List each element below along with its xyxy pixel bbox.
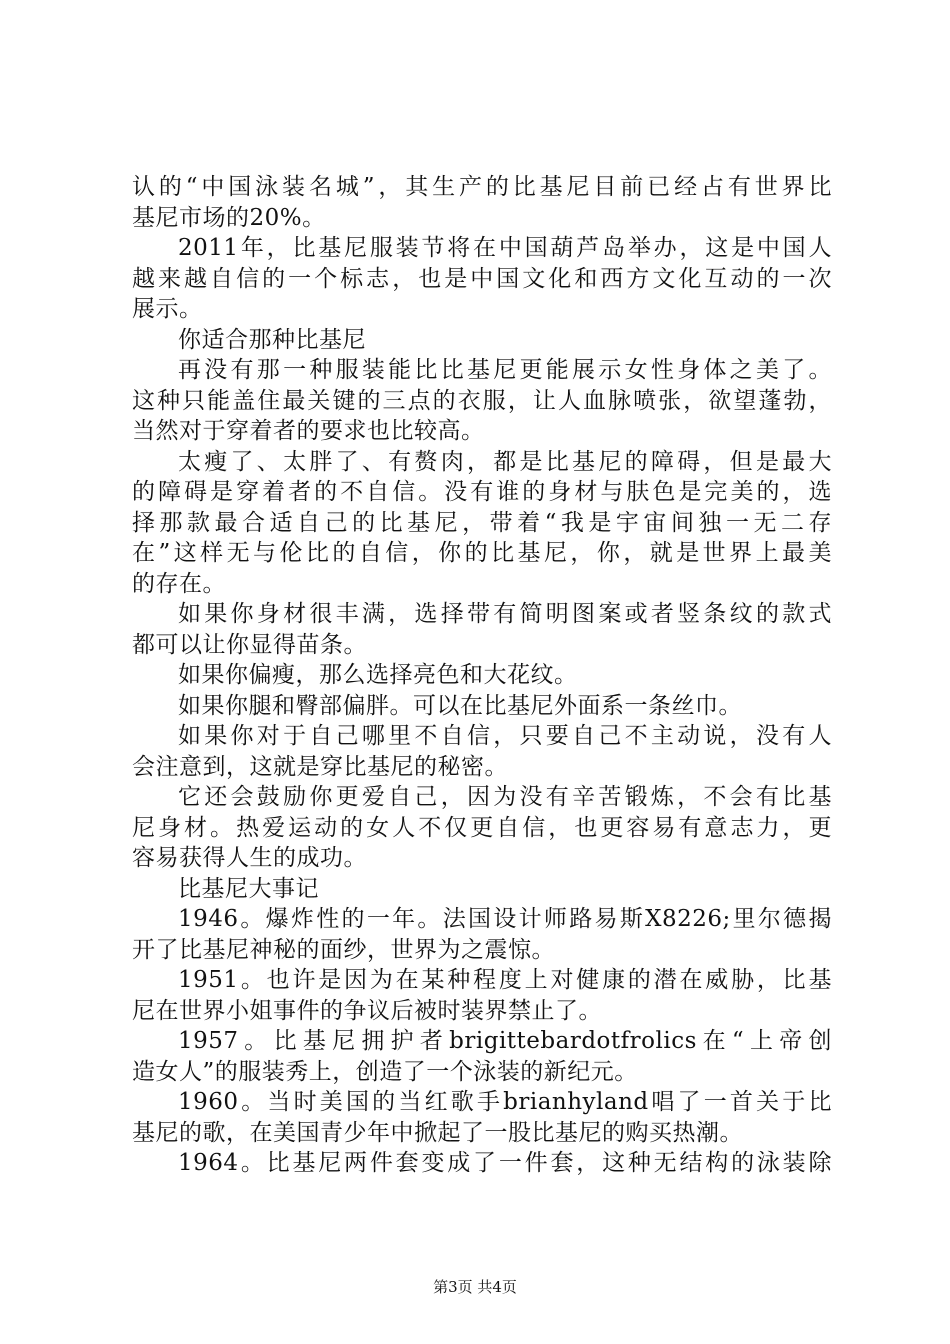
text-line: 1951。也许是因为在某种程度上对健康的潜在威胁，比基 (178, 967, 832, 993)
text-line: 择那款最合适自己的比基尼，带着“我是宇宙间独一无二存 (132, 509, 832, 536)
text-line: 如果你身材很丰满，选择带有简明图案或者竖条纹的款式 (178, 601, 832, 627)
text-line: 会注意到，这就是穿比基尼的秘密。 (132, 753, 508, 780)
text-line: 的障碍是穿着者的不自信。没有谁的身材与肤色是完美的，选 (132, 479, 832, 505)
text-line: 1960。当时美国的当红歌手brianhyland唱了一首关于比 (178, 1089, 832, 1115)
text-line: 2011年，比基尼服装节将在中国葫芦岛举办，这是中国人 (178, 235, 832, 261)
text-line: 越来越自信的一个标志，也是中国文化和西方文化互动的一次 (132, 265, 832, 292)
text-line: 基尼的歌，在美国青少年中掀起了一股比基尼的购买热潮。 (132, 1119, 743, 1146)
page-number-footer: 第3页 共4页 (433, 1278, 517, 1296)
text-line: 基尼市场的20%。 (132, 204, 326, 231)
text-line: 1946。爆炸性的一年。法国设计师路易斯X8226;里尔德揭 (178, 906, 832, 932)
document-body (132, 172, 832, 1179)
text-line: 比基尼大事记 (178, 875, 319, 902)
text-line: 开了比基尼神秘的面纱，世界为之震惊。 (132, 936, 555, 963)
text-line: 1964。比基尼两件套变成了一件套，这种无结构的泳装除 (178, 1150, 832, 1176)
text-line: 在”这样无与伦比的自信，你的比基尼，你，就是世界上最美 (132, 540, 832, 566)
text-line: 都可以让你显得苗条。 (132, 631, 367, 658)
text-line: 如果你偏瘦，那么选择亮色和大花纹。 (178, 662, 578, 688)
text-line: 展示。 (132, 296, 203, 322)
text-line: 认的“中国泳装名城”，其生产的比基尼目前已经占有世界比 (132, 174, 832, 200)
text-line: 这种只能盖住最关键的三点的衣服，让人血脉喷张，欲望蓬勃， (132, 387, 832, 414)
text-line: 尼在世界小姐事件的争议后被时装界禁止了。 (132, 997, 602, 1024)
text-line: 再没有那一种服装能比比基尼更能展示女性身体之美了。 (178, 357, 832, 383)
text-line: 的存在。 (132, 570, 226, 597)
text-line: 如果你对于自己哪里不自信，只要自己不主动说，没有人 (178, 723, 832, 749)
text-line: 1957。比基尼拥护者brigittebardotfrolics在“上帝创 (178, 1028, 832, 1054)
text-line: 如果你腿和臀部偏胖。可以在比基尼外面系一条丝巾。 (178, 692, 742, 719)
text-line: 造女人”的服装秀上，创造了一个泳装的新纪元。 (132, 1058, 638, 1085)
text-line: 太瘦了、太胖了、有赘肉，都是比基尼的障碍，但是最大 (178, 448, 832, 475)
text-line: 当然对于穿着者的要求也比较高。 (132, 418, 485, 444)
text-line: 容易获得人生的成功。 (132, 845, 367, 871)
text-line: 它还会鼓励你更爱自己，因为没有辛苦锻炼，不会有比基 (178, 784, 832, 810)
text-line: 尼身材。热爱运动的女人不仅更自信，也更容易有意志力，更 (132, 814, 832, 841)
text-line: 你适合那种比基尼 (178, 326, 366, 353)
